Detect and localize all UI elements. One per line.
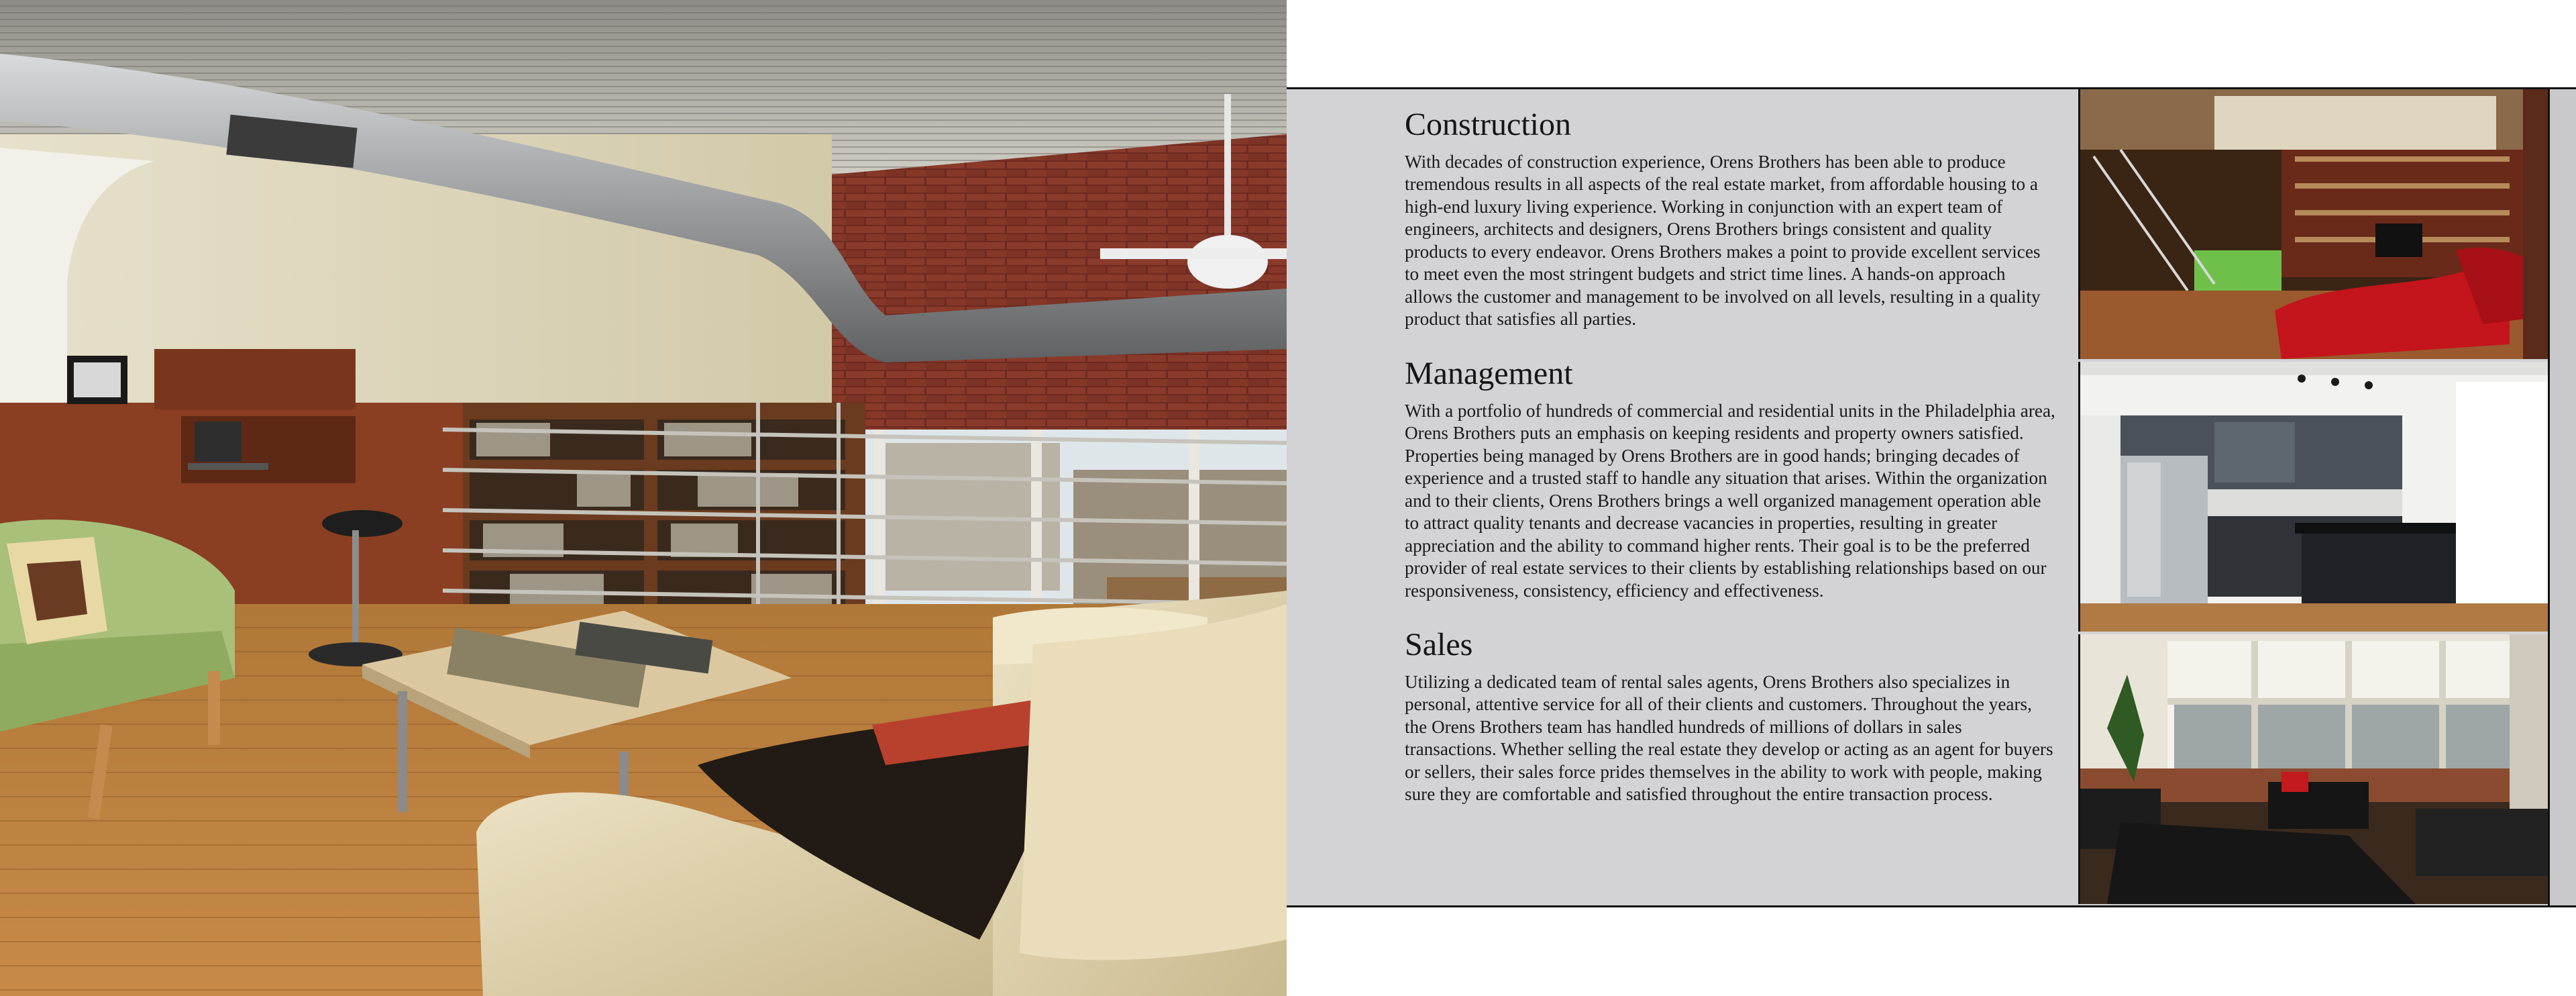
management-body: With a portfolio of hundreds of commercial and residential units in the Philadelphia area, Orens Brothers puts an emphasis on keeping residents and property owners satisfied. Properties being managed by Orens Brothers are in good hands; bringing decades of experience and a trusted staff to handle any situation that arises. Within the organization and to their clients, Orens Brothers brings a well organized management operation able to attract quality tenants and decrease vacancies in properties, resulting in greater appreciation and the ability to command higher rents. Their goal is to be the preferred provider of real estate services to their clients by establishing relationships based on our responsiveness, consistency, efficiency and effectiveness. — [1405, 400, 2055, 601]
construction-section — [1405, 107, 2055, 331]
living-room-windows-photo — [2078, 634, 2548, 904]
photo-column — [2078, 89, 2548, 907]
sales-body: Utilizing a dedicated team of rental sales agents, Orens Brothers also specializes in personal, attentive service for all of their clients and customers. Throughout the years, the Orens Brothers team has handled hundreds of millions of dollars in sales transactions. Whether selling the real estate they develop or acting as an agent for buyers or sellers, their sales force prides themselves in the ability to work with people, making sure they are comfortable and satisfied throughout the entire transaction process. — [1405, 671, 2053, 805]
services-text-column — [1405, 107, 2055, 832]
loft-living-room-photo — [0, 0, 1287, 996]
sales-heading: Sales — [1405, 627, 1473, 663]
construction-body: With decades of construction experience, Orens Brothers has been able to produce tremendous results in all aspects of the real estate market, from affordable housing to a high-end luxury living experience. Working in conjunction with an expert team of engineers, architects and designers, Orens Brothers brings consistent and quality products to every endeavor. Orens Brothers makes a point to provide excellent services to meet even the most stringent budgets and strict time lines. A hands-on approach allows the customer and management to be involved on all levels, resulting in a quality product that satisfies all parties. — [1405, 151, 2041, 330]
management-section — [1405, 356, 2055, 602]
management-heading: Management — [1405, 355, 1573, 391]
kitchen-photo — [2078, 362, 2548, 632]
construction-heading: Construction — [1405, 107, 1571, 142]
loft-library-photo — [2078, 89, 2548, 359]
page-edge-strip — [2548, 89, 2576, 905]
sales-section — [1405, 628, 2055, 806]
